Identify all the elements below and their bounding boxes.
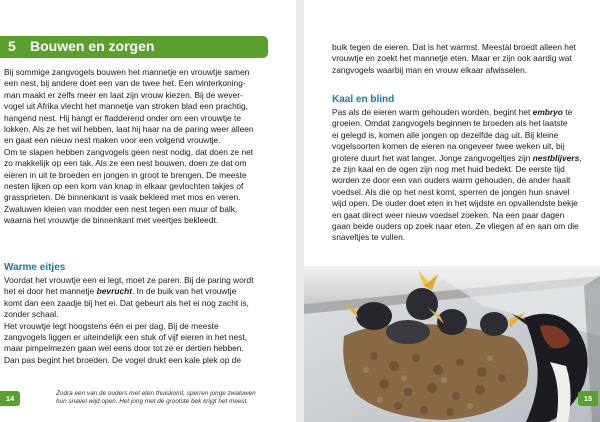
text-line: worden ze door een van ouders warm gehouden, de ander haalt [332, 175, 571, 186]
text-line: nesten lijken op een kom van knap in elkaar gevlochten takjes of [4, 181, 244, 192]
text-line: zonder schaal. [4, 309, 59, 320]
caption-line: Zodra een van de ouders met eten thuiskomt, sperren jonge zwaluwen [56, 390, 256, 397]
caption-line: hun snavel wijd open. Het jong met de grootste bek krijgt het meest. [56, 398, 249, 405]
text-line: lokken. Als ze het wil hebben, laat hij haar na de paring weer alleen [4, 124, 254, 135]
text-line: het ei door het mannetje bevrucht. In de buik van het vrouwtje [4, 286, 237, 297]
text-line: waarna het vrouwtje de binnenkant met veertjes bekleedt. [4, 215, 219, 226]
text-line: Voordat het vrouwtje een ei legt, moet ze paren. Bij de paring wordt [4, 275, 254, 285]
text-line: gaan beide ouders op zoek naar eten. Ze vliegen af en aan om die [332, 221, 579, 232]
intro-paragraphs [4, 67, 270, 227]
page-number: 15 [578, 391, 598, 406]
text-line: buik tegen de eieren. Dat is het warmst. Meestal broedt alleen het [332, 42, 576, 52]
left-page [0, 0, 296, 422]
text-line: zo makkelijk op een tak. Als ze een nest bouwen, doen ze dat om [4, 158, 247, 169]
text-line: en gaat direct weer nieuw voedsel zoeken. Na een paar dagen [332, 209, 565, 220]
chapter-number: 5 [8, 38, 16, 54]
section-paragraphs [332, 107, 594, 244]
swallow-nest-photo [304, 266, 600, 422]
text-line: man maakt er zelfs meer en laat zijn vrouw kiezen. Bij de wever- [4, 89, 243, 100]
page-number: 14 [0, 391, 20, 406]
emphasized-term: bevrucht [96, 286, 133, 297]
section-paragraphs [4, 275, 270, 366]
text-line: ei gelegd is, komen alle jongen op dezelfde dag uit. Bij kleine [332, 129, 559, 140]
text-line: vogelsoorten komen de eieren na ongeveer twee weken uit, bij [332, 141, 565, 152]
section-heading-warme-eitjes: Warme eitjes [4, 262, 66, 273]
text-line: hangend nest. Hij hangt er fladderend onder om een vrouwtje te [4, 112, 241, 123]
continuation-paragraph [332, 42, 594, 76]
chapter-title: Bouwen en zorgen [30, 38, 155, 54]
text-line: voedsel. Als die op het nest komt, sperren de jongen hun snavel [332, 186, 570, 197]
text-line: groeien. Omdat zangvogels beginnen te broeden als het laatste [332, 118, 568, 129]
text-line: snaveltjes te vullen. [332, 232, 406, 243]
text-line: Bij sommige zangvogels bouwen het mannetje en vrouwtje samen [4, 67, 250, 77]
text-line: Zwaluwen kleien van modder een nest tegen een muur of balk, [4, 203, 238, 214]
text-line: en gaat een nieuw nest maken voor een volgend vrouwtje. [4, 135, 221, 146]
section-heading-kaal-en-blind: Kaal en blind [332, 94, 395, 105]
text-line: vrouwtje en zoekt het mannetje eten. Maar er zijn ook aardig wat [332, 53, 572, 64]
text-line: maar pimpelmezen gaan wel eens door tot ze er dertien hebben. [4, 343, 244, 354]
text-line: een nest, bij andere doet een van de twee het. Een winterkoning- [4, 78, 246, 89]
text-line: grassprieten. De binnenkant is vaak bekleed met mos en veren. [4, 192, 241, 203]
text-line: ze zijn kaal en de ogen zijn nog met huid bedekt. De eerste tijd [332, 164, 565, 175]
text-line: grotere duurt het wat langer. Jonge zangvogeltjes zijn nestblijvers, [332, 152, 582, 163]
right-page [304, 0, 600, 422]
chapter-header [0, 36, 268, 58]
text-line: Dan pas begint het broeden. De vogel drukt een kale plek op de [4, 354, 241, 365]
text-line: wijd open. De ouder doet eten in het wijdste en opvallendste bekje [332, 198, 578, 209]
text-line: vogel uit Afrika vlecht het mannetje van stroken blad een prachtig, [4, 101, 248, 112]
emphasized-term: nestblijvers [532, 152, 580, 163]
text-line: Het vrouwtje legt hoogstens één ei per dag. Bij de meeste [4, 320, 219, 331]
text-line: komt dan een zaadje bij het ei. Dat gebeurt als het ei nog zacht is, [4, 297, 249, 308]
text-line: eieren in uit te broeden en jongen in groot te brengen. De meeste [4, 169, 247, 180]
text-line: zangvogels liggen er uiteindelijk een stuk of vijf eieren in het nest, [4, 332, 248, 343]
swallow-nest-illustration [304, 266, 600, 422]
text-line: Om te slapen hebben zangvogels geen nest nodig, dat doen ze net [4, 146, 254, 157]
text-line: zangvogels waarbij man en vrouw elkaar afwisselen. [332, 64, 528, 75]
emphasized-term: embryo [532, 107, 563, 117]
text-line: Pas als de eieren warm gehouden worden, begint het embryo te [332, 107, 573, 117]
photo-caption [56, 390, 292, 406]
